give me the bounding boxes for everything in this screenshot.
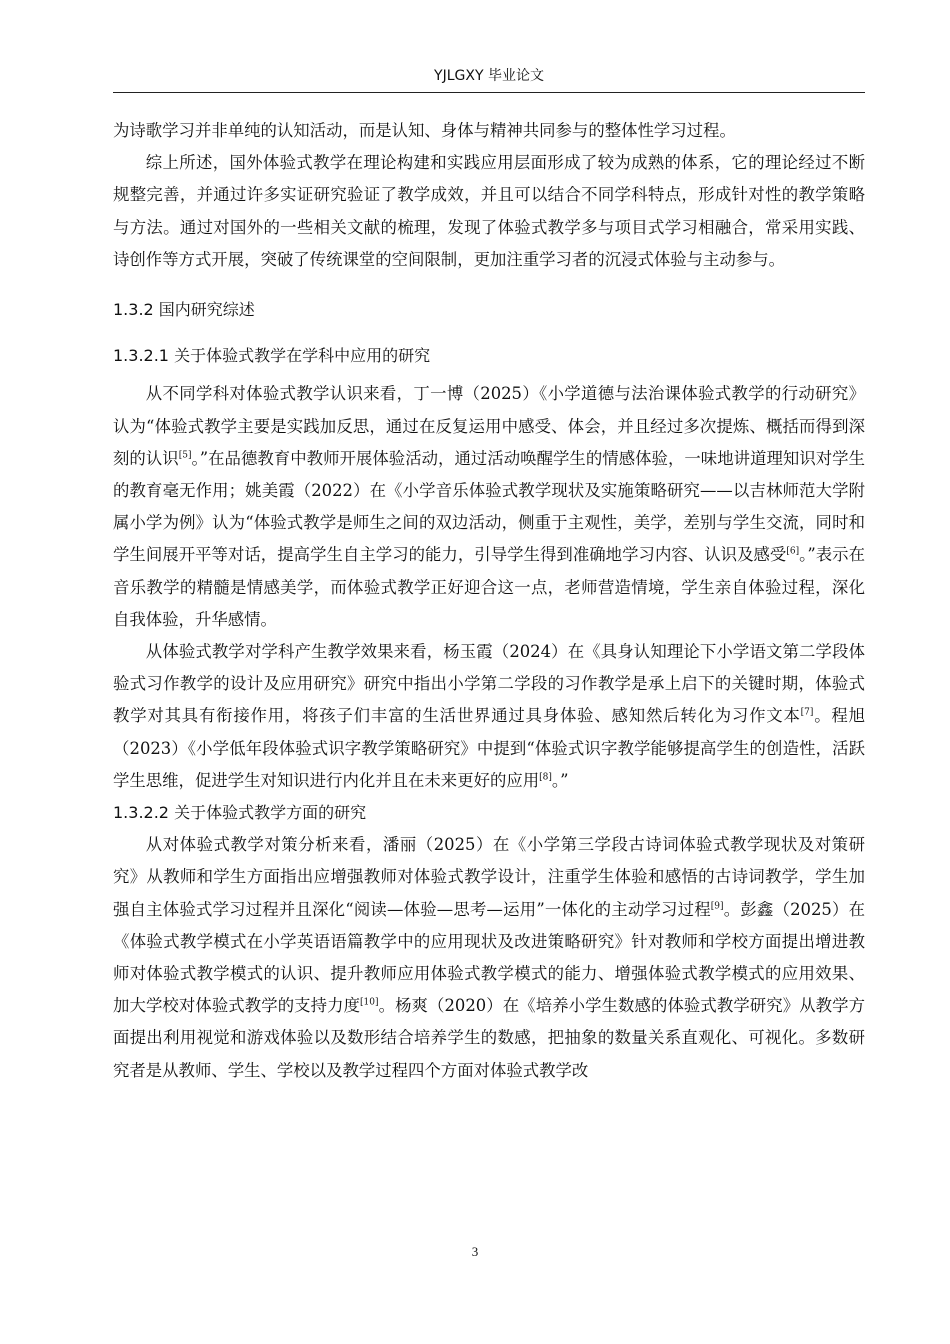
citation-ref: [9]	[710, 901, 724, 912]
text-run: 。程旭（2023）《小学低年段体验式识字教学策略研究》中提到“体验式识字教学能够提高学生的创造性，活跃学生思维，促进学生对知识进行内化并且在未来更好的应用	[113, 706, 865, 790]
text-run: 。彭鑫（2025）在《体验式教学模式在小学英语语篇教学中的应用现状及改进策略研究》针对教师和学校方面提出增进教师对体验式教学模式的认识、提升教师应用体验式教学模式的能力、增强体验式教学模式的应用效果、加大学校对体验式教学的支持力度	[113, 899, 865, 1016]
text-run: 。”表示在音乐教学的精髓是情感美学，而体验式教学正好迎合这一点，老师营造情境，学生亲自体验过程，深化自我体验，升华感情。	[113, 545, 865, 629]
paragraph-subject-recognition	[113, 378, 865, 636]
citation-ref: [5]	[178, 450, 192, 461]
text-run: 。杨爽（2020）在《培养小学生数感的体验式教学研究》从教学方面提出利用视觉和游戏体验以及数形结合培养学生的数感，把抽象的数量关系直观化、可视化。多数研究者是从教师、学生、学校以及教学过程四个方面对体验式教学改	[113, 996, 865, 1080]
citation-ref: [10]	[360, 997, 379, 1008]
citation-ref: [6]	[786, 546, 800, 557]
text-run: 从体验式教学对学科产生教学效果来看，杨玉霞（2024）在《具身认知理论下小学语文第二学段体验式习作教学的设计及应用研究》研究中指出小学第二学段的习作教学是承上启下的关键时期，体验式教学对其具有衔接作用，将孩子们丰富的生活世界通过具身体验、感知然后转化为习作文本	[113, 642, 865, 726]
text-run: 从不同学科对体验式教学认识来看，丁一博（2025）《小学道德与法治课体验式教学的行动研究》认为“体验式教学主要是实践加反思，通过在反复运用中感受、体会，并且经过多次提炼、概括而得到深刻的认识	[113, 384, 865, 468]
running-header: YJLGXY 毕业论文	[113, 66, 865, 93]
section-heading-1-3-2-1: 1.3.2.1 关于体验式教学在学科中应用的研究	[113, 346, 431, 366]
page-number: 3	[471, 1244, 479, 1259]
text-run: 。”	[551, 770, 569, 790]
section-heading-1-3-2: 1.3.2 国内研究综述	[113, 300, 255, 320]
paragraph-continuation: 为诗歌学习并非单纯的认知活动，而是认知、身体与精神共同参与的整体性学习过程。	[113, 121, 736, 140]
text-run: 从对体验式教学对策分析来看，潘丽（2025）在《小学第三学段古诗词体验式教学现状及对策研究》从教师和学生方面指出应增强教师对体验式教学设计，注重学生体验和感悟的古诗词教学，学生加强自主体验式学习过程并且深化“阅读—体验—思考—运用”一体化的主动学习过程	[113, 835, 865, 919]
citation-ref: [7]	[800, 707, 814, 718]
paragraph-strategy-analysis	[113, 829, 865, 1087]
paragraph-teaching-effect	[113, 636, 865, 797]
paragraph-summary: 综上所述，国外体验式教学在理论构建和实践应用层面形成了较为成熟的体系，它的理论经过不断规整完善，并通过许多实证研究验证了教学成效，并且可以结合不同学科特点，形成针对性的教学策略与方法。通过对国外的一些相关文献的梳理，发现了体验式教学多与项目式学习相融合，常采用实践、诗创作等方式开展，突破了传统课堂的空间限制，更加注重学习者的沉浸式体验与主动参与。	[113, 153, 865, 269]
body-text	[113, 115, 865, 1087]
text-run: 。”在品德教育中教师开展体验活动，通过活动唤醒学生的情感体验，一味地讲道理知识对学生的教育毫无作用；姚美霞（2022）在《小学音乐体验式教学现状及实施策略研究——以吉林师范大学附属小学为例》认为“体验式教学是师生之间的双边活动，侧重于主观性，美学，差别与学生交流，同时和学生间展开平等对话，提高学生自主学习的能力，引导学生得到准确地学习内容、认识及感受	[113, 448, 866, 565]
section-heading-1-3-2-2: 1.3.2.2 关于体验式教学方面的研究	[113, 803, 367, 823]
citation-ref: [8]	[539, 772, 552, 783]
